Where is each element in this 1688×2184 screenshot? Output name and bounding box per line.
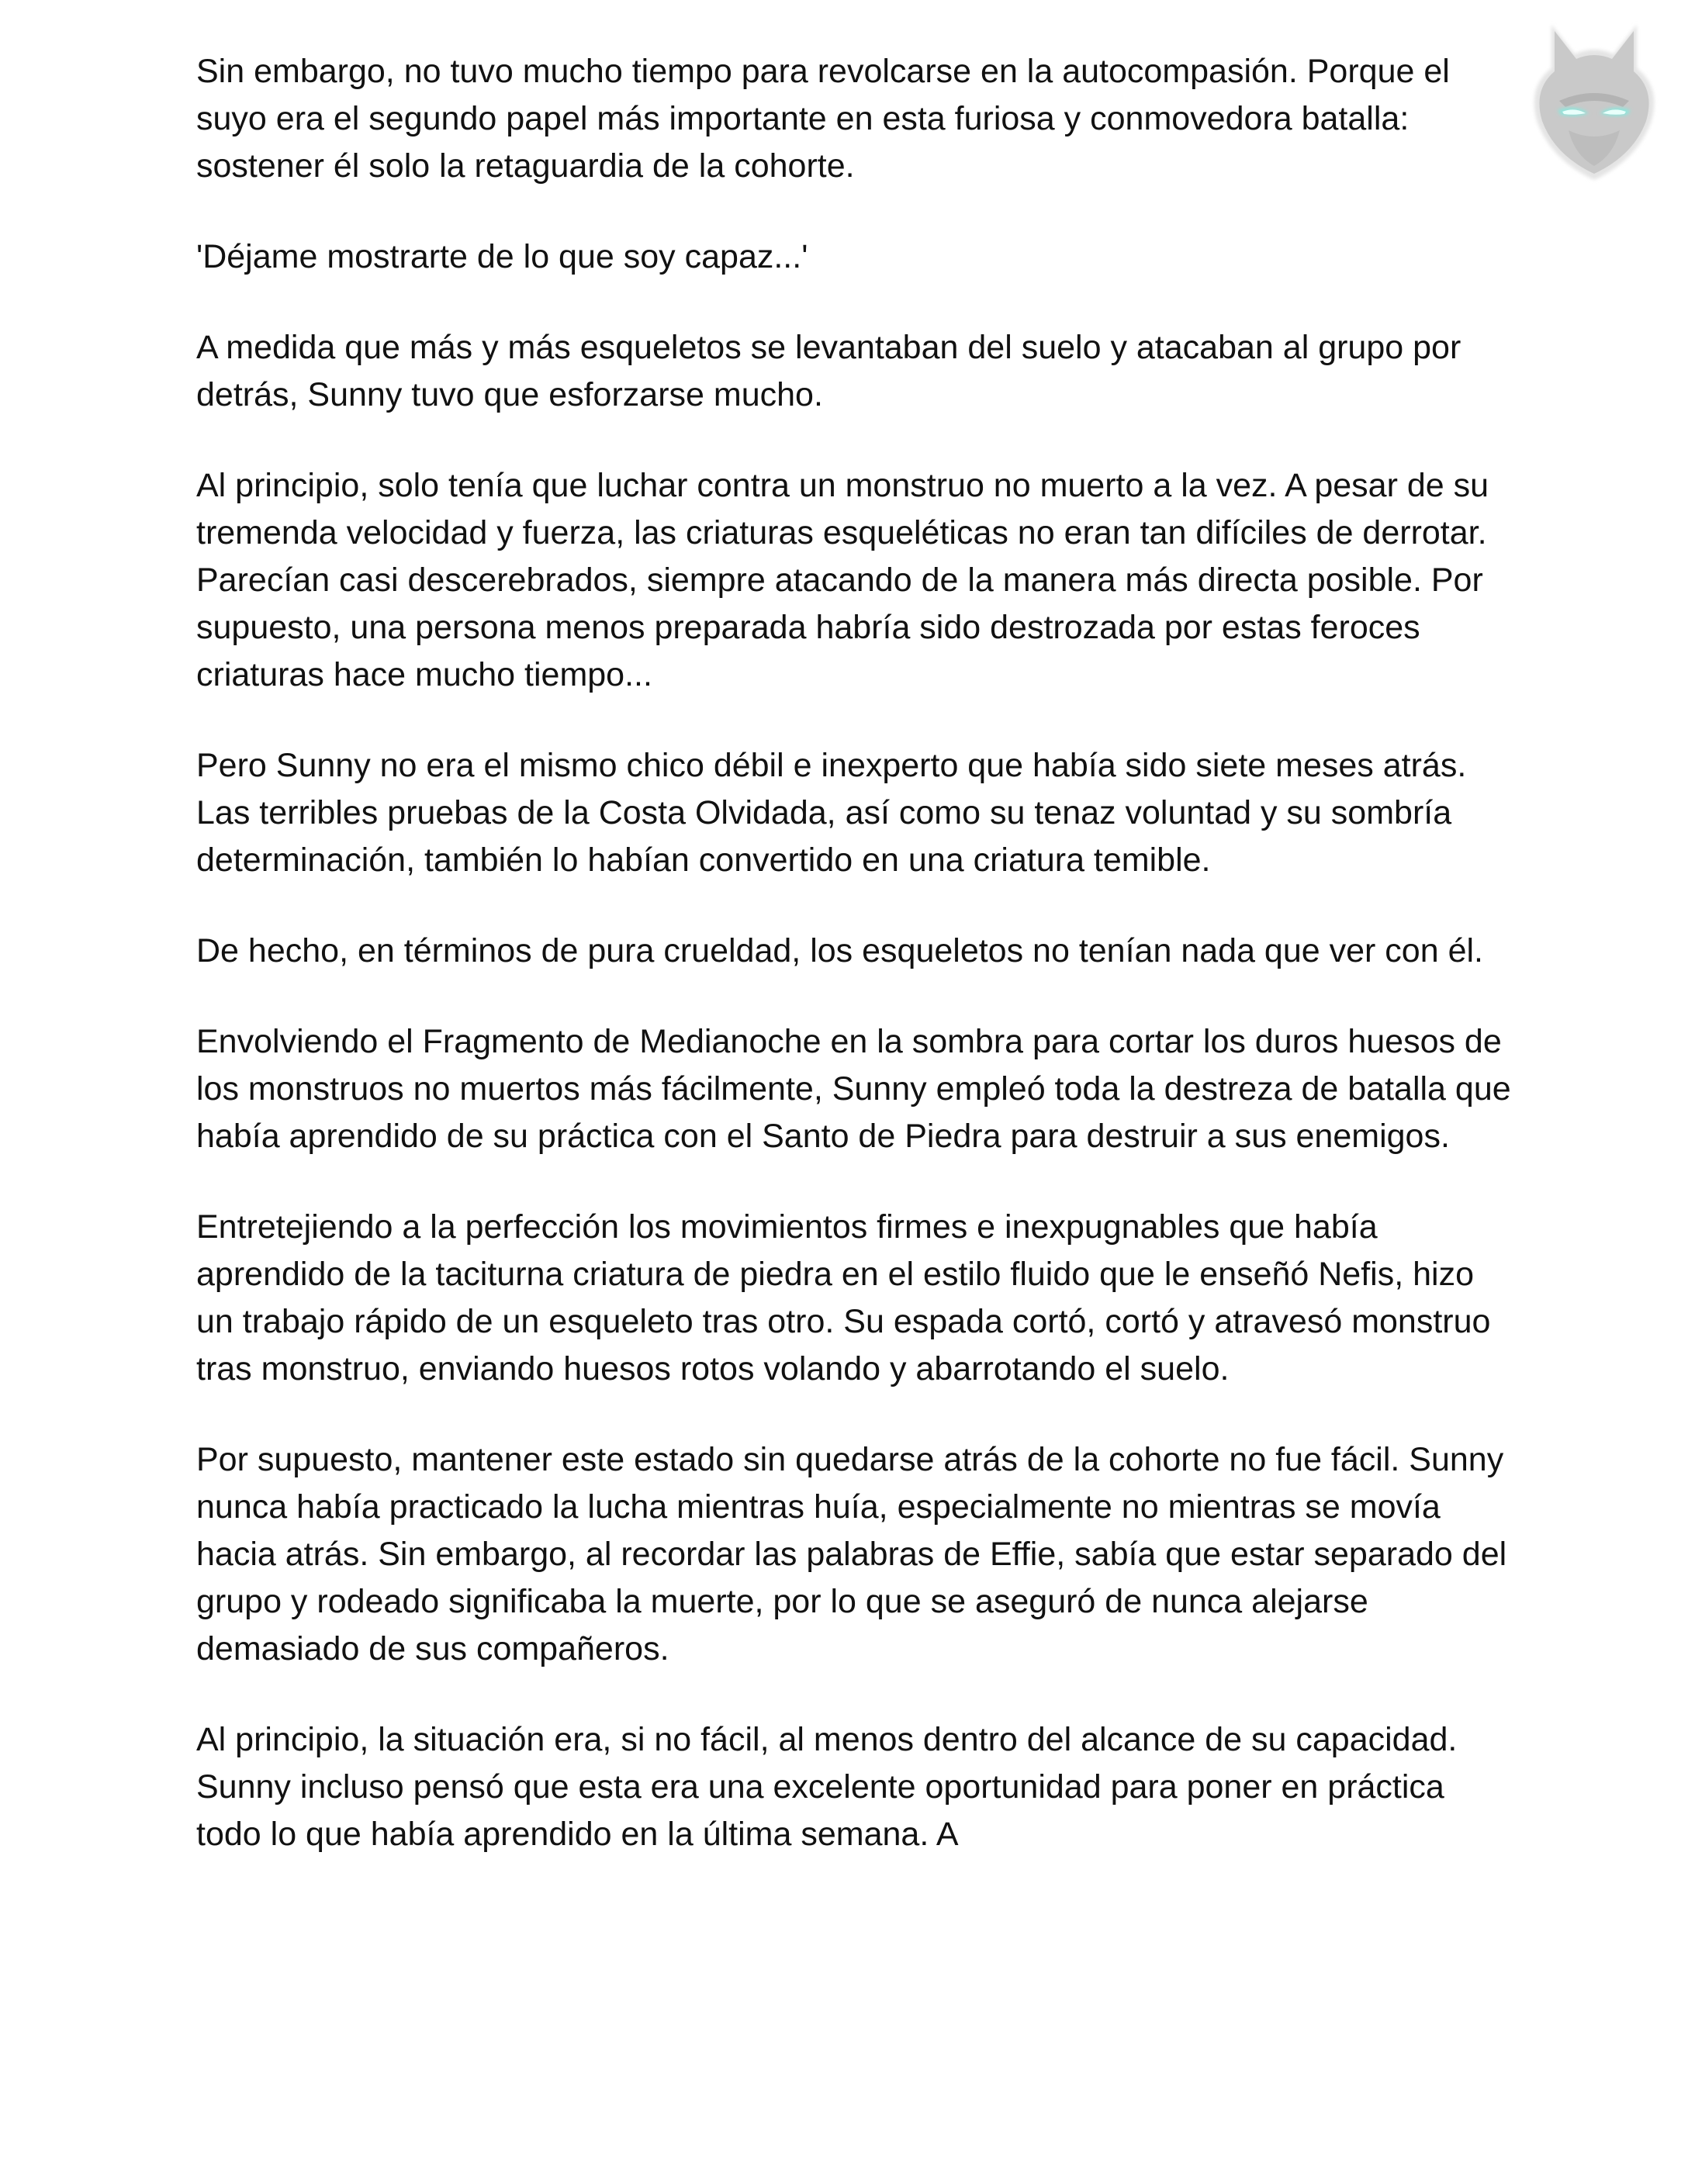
paragraph: Pero Sunny no era el mismo chico débil e inexperto que había sido siete meses atrás. Las terribles pruebas de la Costa Olvidada, así como su tenaz voluntad y su sombría determinación, también lo habían convertido en una criatura temible. xyxy=(196,747,1467,879)
demon-mask-icon xyxy=(1520,14,1668,185)
paragraph: Al principio, la situación era, si no fácil, al menos dentro del alcance de su capacidad. Sunny incluso pensó que esta era una excelente oportunidad para poner en práctica todo lo que había aprendido en la última semana. A xyxy=(196,1721,1458,1853)
paragraph: 'Déjame mostrarte de lo que soy capaz...' xyxy=(196,238,808,275)
paragraph: Entretejiendo a la perfección los movimientos firmes e inexpugnables que había aprendido de la taciturna criatura de piedra en el estilo fluido que le enseñó Nefis, hizo un trabajo rápido de un esqueleto tras otro. Su espada cortó, cortó y atravesó monstruo tras monstruo, enviando huesos rotos volando y abarrotando el suelo. xyxy=(196,1208,1491,1387)
paragraph: Envolviendo el Fragmento de Medianoche en la sombra para cortar los duros huesos de los monstruos no muertos más fácilmente, Sunny empleó toda la destreza de batalla que había aprendido de su práctica con el Santo de Piedra para destruir a sus enemigos. xyxy=(196,1023,1511,1155)
paragraph: De hecho, en términos de pura crueldad, los esqueletos no tenían nada que ver con él. xyxy=(196,932,1483,969)
paragraph: A medida que más y más esqueletos se levantaban del suelo y atacaban al grupo por detrás, Sunny tuvo que esforzarse mucho. xyxy=(196,329,1461,413)
paragraph: Al principio, solo tenía que luchar contra un monstruo no muerto a la vez. A pesar de su tremenda velocidad y fuerza, las criaturas esqueléticas no eran tan difíciles de derrotar. Parecían casi descerebrados, siempre atacando de la manera más directa posible. Por supuesto, una persona menos preparada habría sido destrozada por estas feroces criaturas hace mucho tiempo... xyxy=(196,467,1489,693)
paragraph: Por supuesto, mantener este estado sin quedarse atrás de la cohorte no fue fácil. Sunny nunca había practicado la lucha mientras huía, especialmente no mientras se movía hacia atrás. Sin embargo, al recordar las palabras de Effie, sabía que estar separado del grupo y rodeado significaba la muerte, por lo que se aseguró de nunca alejarse demasiado de sus compañeros. xyxy=(196,1441,1507,1667)
paragraph: Sin embargo, no tuvo mucho tiempo para revolcarse en la autocompasión. Porque el suyo era el segundo papel más importante en esta furiosa y conmovedora batalla: sostener él solo la retaguardia de la cohorte. xyxy=(196,53,1450,185)
document-body xyxy=(196,48,1515,1902)
